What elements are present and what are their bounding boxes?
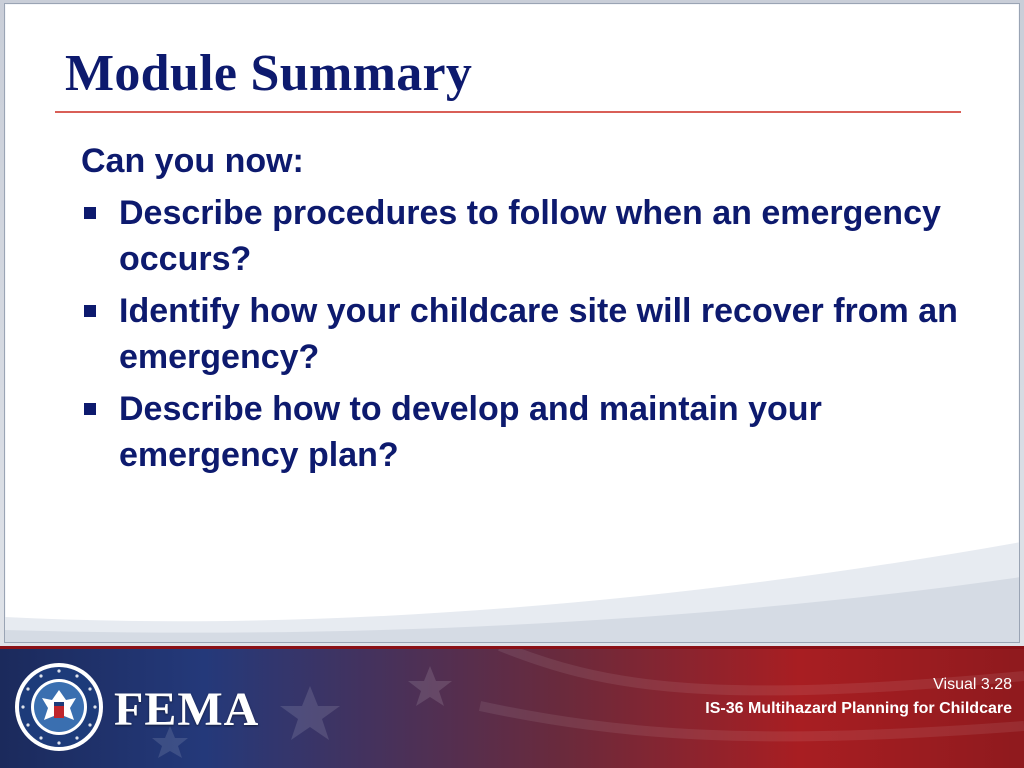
course-title: IS-36 Multihazard Planning for Childcare [705, 700, 1012, 717]
bullet-list [81, 190, 971, 478]
visual-number: Visual 3.28 [933, 676, 1012, 693]
bullet-text: Describe how to develop and maintain your emergency plan? [119, 390, 822, 474]
footer-banner [0, 646, 1024, 768]
slide-body [81, 138, 971, 484]
square-bullet-icon [84, 305, 96, 317]
bullet-text: Describe procedures to follow when an emergency occurs? [119, 194, 941, 278]
bullet-item [81, 190, 971, 282]
slide-title: Module Summary [65, 45, 473, 102]
background-swoosh [5, 522, 1020, 642]
bullet-text: Identify how your childcare site will recover from an emergency? [119, 292, 958, 376]
bullet-item [81, 386, 971, 478]
bullet-item [81, 288, 971, 380]
lead-question: Can you now: [81, 142, 304, 180]
square-bullet-icon [84, 403, 96, 415]
square-bullet-icon [84, 207, 96, 219]
content-panel [4, 3, 1020, 643]
title-divider [55, 111, 961, 113]
fema-logo: FEMA [114, 683, 260, 736]
dhs-seal-icon [14, 662, 104, 752]
